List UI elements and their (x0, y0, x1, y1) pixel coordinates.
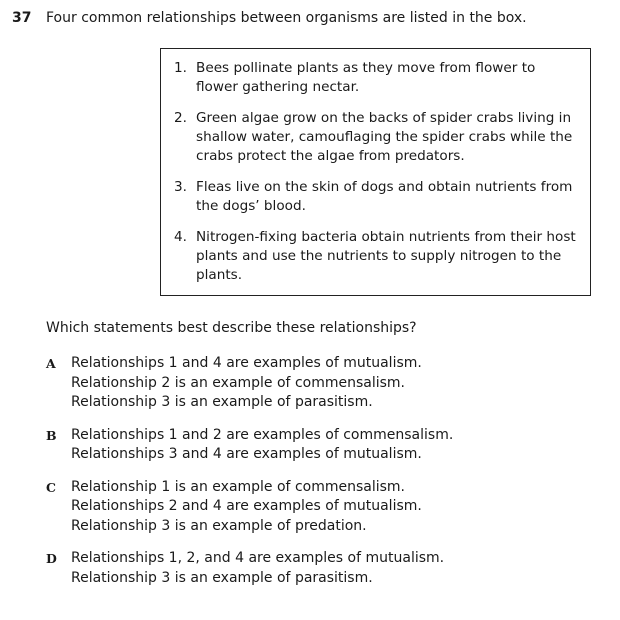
choice-line: Relationship 3 is an example of predation. (71, 517, 367, 534)
question-header (12, 8, 527, 28)
choice-line: Relationships 1, 2, and 4 are examples of mutualism. (71, 550, 445, 566)
box-item-number: 3. (174, 179, 187, 195)
choice-letter: D (46, 551, 57, 566)
box-item-number: 1. (174, 60, 187, 76)
choice-line: Relationships 1 and 2 are examples of commensalism. (71, 426, 454, 443)
box-item (174, 59, 580, 97)
choice-line: Relationship 3 is an example of parasitism. (71, 569, 373, 586)
choice-line: Relationships 1 and 4 are examples of mutualism. (71, 355, 422, 371)
box-item-text: Bees pollinate plants as they move from flower to flower gathering nectar. (196, 60, 536, 95)
choice-line: Relationships 3 and 4 are examples of mutualism. (71, 446, 422, 462)
box-item-text: Nitrogen-fixing bacteria obtain nutrients from their host plants and use the nutrients to supply nitrogen to the plants. (196, 229, 576, 283)
answer-choices (46, 354, 453, 601)
choice-letter: C (46, 479, 56, 495)
choice-line: Relationship 2 is an example of commensalism. (71, 374, 405, 391)
box-item (174, 228, 580, 285)
box-item (174, 109, 580, 166)
question-prompt: Which statements best describe these relationships? (46, 320, 417, 336)
box-item (174, 178, 580, 216)
choice-line: Relationships 2 and 4 are examples of mutualism. (71, 498, 422, 514)
box-item-number: 4. (174, 229, 187, 245)
choice-line: Relationship 1 is an example of commensalism. (71, 478, 405, 495)
box-item-number: 2. (174, 110, 187, 126)
answer-choice-d[interactable] (46, 549, 453, 588)
answer-choice-a[interactable] (46, 354, 453, 413)
question-stem: Four common relationships between organisms are listed in the box. (46, 10, 527, 26)
choice-line: Relationship 3 is an example of parasitism. (71, 394, 373, 410)
box-item-text: Green algae grow on the backs of spider crabs living in shallow water, camouflaging the spider crabs while the crabs protect the algae from predators. (196, 110, 573, 164)
answer-choice-b[interactable] (46, 426, 453, 465)
question-number: 37 (12, 10, 32, 26)
choice-letter: B (46, 427, 57, 443)
relationships-box (160, 48, 591, 296)
answer-choice-c[interactable] (46, 478, 453, 537)
box-item-text: Fleas live on the skin of dogs and obtain nutrients from the dogs’ blood. (196, 179, 573, 214)
choice-letter: A (46, 356, 56, 371)
